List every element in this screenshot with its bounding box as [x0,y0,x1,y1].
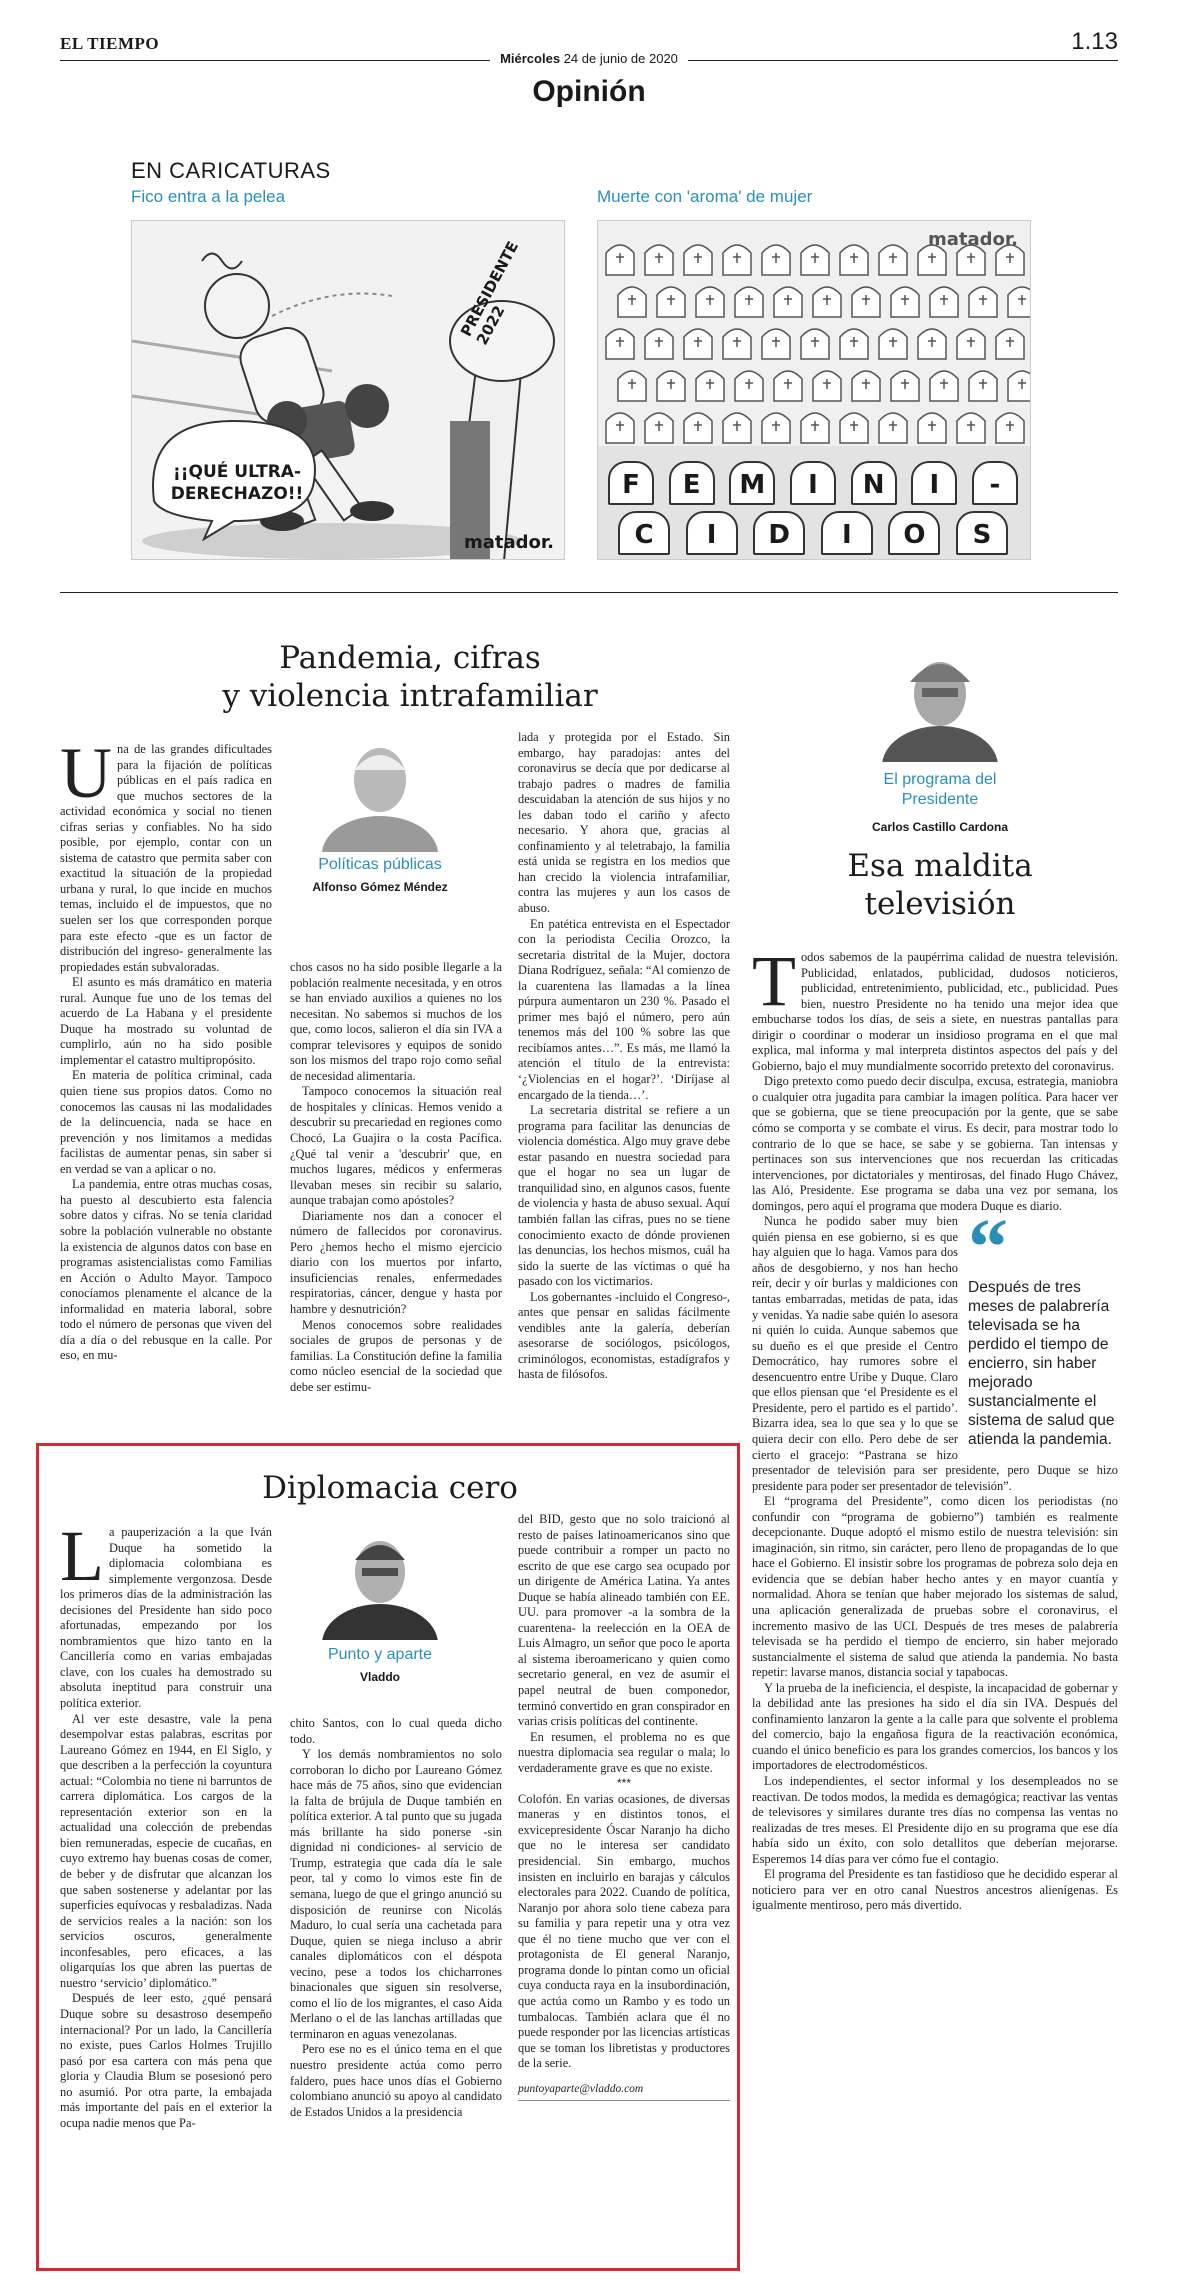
paragraph: Los independientes, el sector informal y los desempleados no se reactivan. De todos modos, la medida es demagógica; reactivar las ventas de televisores y similares durante tres días no compensa las ventas no realizadas de tres meses. El Presidente dijo en su programa que ese día había sido un éxito, con solo detallitos que deberían mejorarse. Esperemos 14 días para ver cómo fue el contagio. [752,1773,1118,1866]
paragraph: Y la prueba de la ineficiencia, el despiste, la incapacidad de gobernar y la debilidad ante las presiones ha sido el día sin IVA. Después del confinamiento lanzaron la gente a la calle para que solvente el problema del comercio, bajo la engañosa figura de la reactivación económica, cuando el único beneficio es para los grandes comercios, los bancos y los importadores de electrodomésticos. [752,1680,1118,1773]
tombstone-letter: C [618,511,670,555]
pullquote: Después de tres meses de palabrería televisada se ha perdido el tiempo de encierro, sin haber mejorado sustancialmente el sistema de salud que atienda la pandemia. [968,1279,1115,1449]
article3-col3 [518,1512,730,2101]
paragraph: a pauperización a la que Iván Duque ha sometido la diplomacia colombiana es simplemente vergonzosa. Desde los primeros días de la administración las decisiones del Presidente han sido poco afortunadas, empezando por los nombramientos que hizo tanto en la Cancillería como en varias embajadas clave, con los cuales ha demostrado su absoluta ineptitud para construir una política exterior. [60,1525,272,1711]
paragraph: La secretaria distrital se refiere a un programa para facilitar las denuncias de violencia doméstica. Algo muy grave debe estar pasando en nuestra sociedad para que el hogar no sea un lugar de tranquilidad sino, en algunos casos, fuente de violencia y hasta de abuso sexual. Aquí también fallan las cifras, pues no se tiene conocimiento exacto de dónde provienen las denuncias, los hechos mismos, cuál ha sido la suerte de las víctimas o qué ha pasado con los victimarios. [518,1103,730,1289]
paragraph: Al ver este desastre, vale la pena desempolvar estas palabras, escritas por Laureano Gómez en 1944, en El Siglo, y que describen a la perfección la coyuntura actual: “Colombia no tiene ni barruntos de carrera diplomática. Los cargos de la representación exterior son en la actualidad una colección de prebendas bien remuneradas, especie de cucañas, en cuyo extremo hay buenas cosas de comer, de beber y de disfrutar que alcanzan los que saben sostenerse y adelantar por las superficies equívocas y resbaladizas. Nada de servicios reales a la nación: son los servicios oscuros, generalmente inconfesables, pero eficaces, a las oligarquías los que abren las puertas de nuestro ‘servicio’ diplomático.” [60,1711,272,1990]
paragraph: chos casos no ha sido posible llegarle a la población realmente necesitada, y en otros se han enviado auxilios a quienes no los necesitan. No sabemos si muchos de los que, como locos, salieron el día sin IVA a comprar televisores y equipos de sonido son los mismos del trapo rojo como señal de necesidad alimentaria. [290,960,502,1083]
paragraph: El “programa del Presidente”, como dicen los periodistas (no confundir con “programa de gobierno”) también es realmente decepcionante. Duque adoptó el mismo estilo de nuestra televisión: sin imaginación, sin ritmo, sin carácter, pero lleno de propagandas de lo que hace el Gobierno. El insistir sobre los programas de pobreza solo deja en evidencia que se debían haber hecho antes y en mayor cuantía y normalidad. Ahora se tenían que haber mejorado los sistemas de salud, una aplicación generalizada de pruebas sobre el coronavirus, el incremento masivo de las UCI. Después de tres meses de palabrería televisada se ha perdido el tiempo de encierro, sin haber mejorado sustancialmente el sistema de salud que atienda la pandemia. No basta repetir: lavarse manos, distancia social y tapabocas. [752,1494,1118,1680]
paragraph: Menos conocemos sobre realidades sociales de grupos de personas y de familias. La Constitución define la familia como núcleo esencial de la sociedad que debe ser estimu- [290,1317,502,1394]
dropcap: T [752,941,796,1021]
paragraph: chito Santos, con lo cual queda dicho todo. [290,1716,502,1746]
headline-line: y violencia intrafamiliar [222,677,598,714]
tombstone-letter: S [956,511,1008,555]
article1-col2 [290,960,502,1395]
tombstone-letter: M [729,461,775,505]
cartoon-signature: matador. [463,532,554,553]
paragraph: na de las grandes dificultades para la fijación de políticas públicas en el país radica en que muchos sectores de la actividad económica y social no tienen cifras serias y confiables. No ha sido posible, por ejemplo, contar con un sistema de catastro que permita saber con exactitud la situación de la propiedad urbana y rural, lo que incide en muchos temas, incluido el de impuestos, que no suelen ser los que corresponden porque para este efecto -que es un factor de distribución del ingreso- generalmente las propiedades están subvaloradas. [60,742,272,974]
tombstones-cartoon-illustration [598,221,1031,560]
paragraph: Después de leer esto, ¿qué pensará Duque sobre su desastroso desempeño internacional? Por un lado, la Cancillería no existe, pues Carlos Holmes Trujillo pasó por esa cartera con más pena que gloria y Claudia Blum se posesionó pero no asumió. Por otra parte, la embajada más importante del país en el exterior la ocupa nadie menos que Pa- [60,1991,272,2130]
paragraph: Nunca he podido saber muy bien quién piensa en ese gobierno, si es que hay alguien que lo haga. Vamos para dos años de desgobierno, y nos han hecho reír, decir y oír burlas y maldiciones con tantas embarradas, metidas de pata, idas y venidas. Ya nadie sabe quién lo asesora ni quién lo cuida. Aunque sabemos que su dueño es el que preside el Centro Democrático, hay rumores sobre el desencuentro entre Uribe y Duque. Claro que ellos piensan que ‘el Presidente es el Presidente, pero el partido es el partido’. Bizarra idea, sea lo que sea y lo que se quiera decir con ello. Pero debe de ser cierto el gracejo: “Pastrana se hizo presentador de televisión para ser presidente, pero Duque se hizo presidente para poder ser presentador de televisión”. [752,1214,1118,1493]
paragraph: del BID, gesto que no solo traicionó al resto de países latinoamericanos sino que puede contribuir a romper un pacto no escrito de que ese cargo sea ocupado por un dirigente de América Latina. Ya antes Duque se había alineado también con EE. UU. para promover -a la sombra de la cuarentena- la reelección en la OEA de Luis Almagro, un señor que poco le aporta al sistema iberoamericano y quien como secretario general, en vez de asumir el papel neutral de buen componedor, terminó convertido en gran conspirador en varias crisis políticas del continente. [518,1512,730,1729]
headline-line: Esa maldita [847,848,1033,884]
author-email: puntoyaparte@vladdo.com [518,2082,730,2102]
paragraph: Y los demás nombramientos no solo corroboran lo dicho por Laureano Gómez hace más de 75 años, sino que evidencian la falta de brújula de Duque también en política exterior. A tal punto que su jugada más brillante ha sido ponerse -sin dignidad ni condiciones- al servicio de Trump, estrategia que cada día le sale peor, tal y como lo vimos este fin de semana, luego de que el gringo anunció su disposición de reunirse con Nicolás Maduro, lo cual sería una cachetada para Duque, quien se niega incluso a abrir canales diplomáticos con el déspota vecino, pese a todos los chicharrones binacionales que siguen sin resolverse, como el lío de los migrantes, el caso Aida Merlano o el de las lanchas artilladas que terminaron en aguas venezolanas. [290,1747,502,2041]
paragraph: odos sabemos de la paupérrima calidad de nuestra televisión. Publicidad, enlatados, publicidad, dudosos noticieros, publicidad, entretenimiento, publicidad, etc., publicidad. Pues bien, nuestro Presidente no ha tenido una mejor idea que embucharse todos los días, de seis a siete, en nuestras pantallas para dirigir o coordinar o moderar un insidioso programa en el que mal explica, mal informa y mal interpreta distintos aspectos del país y del Gobierno, bajo el muy mundialmente socorrido pretexto del coronavirus. [752,950,1118,1073]
article1-col1 [60,733,272,1364]
paragraph: En resumen, el problema no es que nuestra diplomacia sea regular o mala; lo verdaderamente grave es que no existe. [518,1729,730,1775]
tombstone-letter: I [911,461,957,505]
dropcap: L [60,1516,104,1596]
paragraph: La pandemia, entre otras muchas cosas, ha puesto al descubierto esta falencia sobre datos y cifras. No se tenía claridad sobre la población vulnerable no obstante la existencia de algunos datos con base en programas asistencialistas como Familias en Acción o Adulto Mayor. Tampoco conocíamos plenamente el alcance de la informalidad en materia laboral, sobre todo el número de personas que viven del día a día o del rebusque en la calle. Por eso, en mu- [60,1177,272,1363]
author-name: Carlos Castillo Cardona [871,820,1009,834]
tombstone-letter: I [821,511,873,555]
column-name-line: El programa del [883,771,997,788]
section-title: Opinión [532,75,646,108]
article3-col2 [290,1716,502,2120]
cartoon-speech-bubble: ¡¡QUÉ ULTRA-DERECHAZO!! [170,462,304,504]
paragraph: Los gobernantes -incluido el Congreso-, antes que pensar en salidas fácilmente vendibles ante la galería, deberían asesorarse de sociólogos, psicólogos, criminólogos, economistas, estadígrafos y hasta de filósofos. [518,1289,730,1382]
feminicidios-row-bottom [618,511,1008,555]
paragraph: lada y protegida por el Estado. Sin embargo, hay paradojas: antes del coronavirus se decía que por dedicarse al trabajo padres o madres de familia descuidaban la atención de sus hijos y no les daban todo el cariño y afecto necesario. Y ahora que, gracias al confinamiento y al teletrabajo, la familia está unida se registra en los medios que han crecido la violencia intrafamiliar, contra las mujeres y aun los casos de abuso. [518,730,730,916]
column-name: Políticas públicas [318,856,442,873]
author-name: Vladdo [359,1670,400,1684]
pullquote-box [968,1204,1118,1449]
author-name: Alfonso Gómez Méndez [312,880,448,894]
article3-headline: Diplomacia cero [262,1470,518,1506]
tombstone-shape [1008,287,1031,317]
author-portrait [320,732,440,852]
tombstone-letter: I [686,511,738,555]
section-divider: *** [616,1776,631,1791]
page-number: 1.13 [1071,28,1118,55]
tombstone-letter: F [608,461,654,505]
masthead: EL TIEMPO [60,34,160,53]
paragraph: Diariamente nos dan a conocer el número de fallecidos por coronavirus. Pero ¿hemos hecho el mismo ejercicio diario con los muertos por infarto, insuficiencias renales, enfermedades respiratorias, cáncer, dengue y hasta por hambre y desnutrición? [290,1208,502,1317]
tombstone-letter: N [851,461,897,505]
paragraph: Pero ese no es el único tema en el que nuestro presidente actúa como perro faldero, pues hace unos días el Gobierno colombiano anunció su apoyo al candidato de Estados Unidos a la presidencia [290,2042,502,2119]
paragraph: El programa del Presidente es tan fastidioso que he decidido esperar al noticiero para ver en otro canal Nuestros ancestros alienígenas. Es igualmente mentiroso, pero más divertido. [752,1867,1118,1913]
column-name: Punto y aparte [327,1646,433,1663]
cartoon-signature: matador. [927,229,1018,250]
paragraph: En materia de política criminal, cada quien tiene sus propios datos. Como no conocemos las causas ni las modalidades de la delincuencia, nada se hace en prevención y nos limitamos a medidas facilistas de aumentar penas, sin saber si en verdad se van a aplicar o no. [60,1068,272,1176]
tombstone-letter: E [669,461,715,505]
paragraph: Digo pretexto como puedo decir disculpa, excusa, estrategia, maniobra o cualquier otra jugadita para cambiar la imagen política. Para hacer ver que se gobierna, que se tiene preocupación por la gente, que se sabe cómo se comporta y se combate el virus. Es decir, para mostrar todo lo contrario de lo que se hace, se sabe y se gobierna. Tan intensas y pertinaces son sus intervenciones que nos recuerdan las criticadas intervenciones, por dictatoriales y mentirosas, del finado Hugo Chávez, las Aló, Presidente. Ese programa se daba una vez por semana, los domingos, pero aquí el programa que modera Duque es diario. [752,1074,1118,1213]
paragraph: En patética entrevista en el Espectador con la periodista Cecilia Orozco, la secretaria distrital de la Mujer, doctora Diana Rodríguez, señala: “Al comienzo de la cuarentena las llamadas a la línea púrpura aumentaron un 230 %. Pasado el primer mes bajó el número, pero aún tenemos más del 100 % sobre las que recibíamos antes…”. Es más, me llamó la atención el título de la entrevista: ‘¿Violencias en el hogar?’. ‘Diríjase al encargado de la tienda…’. [518,916,730,1102]
date: 24 de junio de 2020 [563,51,678,66]
column-name [820,770,1060,810]
paragraph: Tampoco conocemos la situación real de hospitales y clínicas. Hemos venido a descubrir su precariedad en regiones como Chocó, La Guajira o la costa Pacífica. ¿Qué tal venir a 'descubrir' que, en muchos lugares, médicos y enfermeras llevaban meses sin recibir su salario, aunque trabajan como apóstoles? [290,1084,502,1208]
tombstone-letter: O [888,511,940,555]
cartoon-left [131,220,565,560]
author-portrait [320,1520,440,1640]
article3-col1 [60,1516,272,2131]
dateline [490,51,688,66]
headline-line: Pandemia, cifras [279,640,541,676]
headline-line: televisión [864,885,1016,922]
tombstone-letter: D [753,511,805,555]
quote-icon: “ [968,1204,1008,1293]
tombstone-letter: I [790,461,836,505]
feminicidios-row-top [608,461,1018,505]
tombstone-letter: - [972,461,1018,505]
cartoon-right-title: Muerte con 'aroma' de mujer [597,187,813,206]
weekday: Miércoles [500,51,561,66]
column-name-line: Presidente [901,791,979,808]
author-portrait [880,642,1000,762]
paragraph: Colofón. En varias ocasiones, de diversas maneras y en distintos tonos, el exvicepresidente Óscar Naranjo ha dicho que no le interesa ser candidato presidencial. Sin embargo, muchos insisten en incluirlo en barajas y cálculos electorales para 2022. Cuando de política, Naranjo por ahora solo tiene cabeza para su familia y para repetir una y otra vez que él no tiene mucho que ver con el protagonista de El general Naranjo, programa donde lo pintan como un oficial cuya conducta raya en la insubordinación, que actúa como un Rambo y es todo un tumbalocas. También aclara que él no puede responder por las licencias artísticas que se toman los libretistas y productores de la serie. [518,1791,730,2071]
tombstone-shape [1008,371,1031,401]
cartoons-kicker: EN CARICATURAS [131,158,331,183]
dropcap: U [60,733,112,813]
paragraph: El asunto es más dramático en materia rural. Aunque fue uno de los temas del acuerdo de La Habana y el presidente Duque ha mostrado su voluntad de cumplirlo, aún no ha sido posible implementar el catastro multipropósito. [60,975,272,1067]
article1-headline [60,640,760,716]
article1-col3 [518,730,730,1383]
article2-headline [760,848,1120,924]
article2-body [752,941,1118,1914]
cartoon-glove-label: PRESIDENTE 2022 [457,238,523,348]
cartoon-left-title: Fico entra a la pelea [131,187,286,206]
cartoon-right [597,220,1031,560]
